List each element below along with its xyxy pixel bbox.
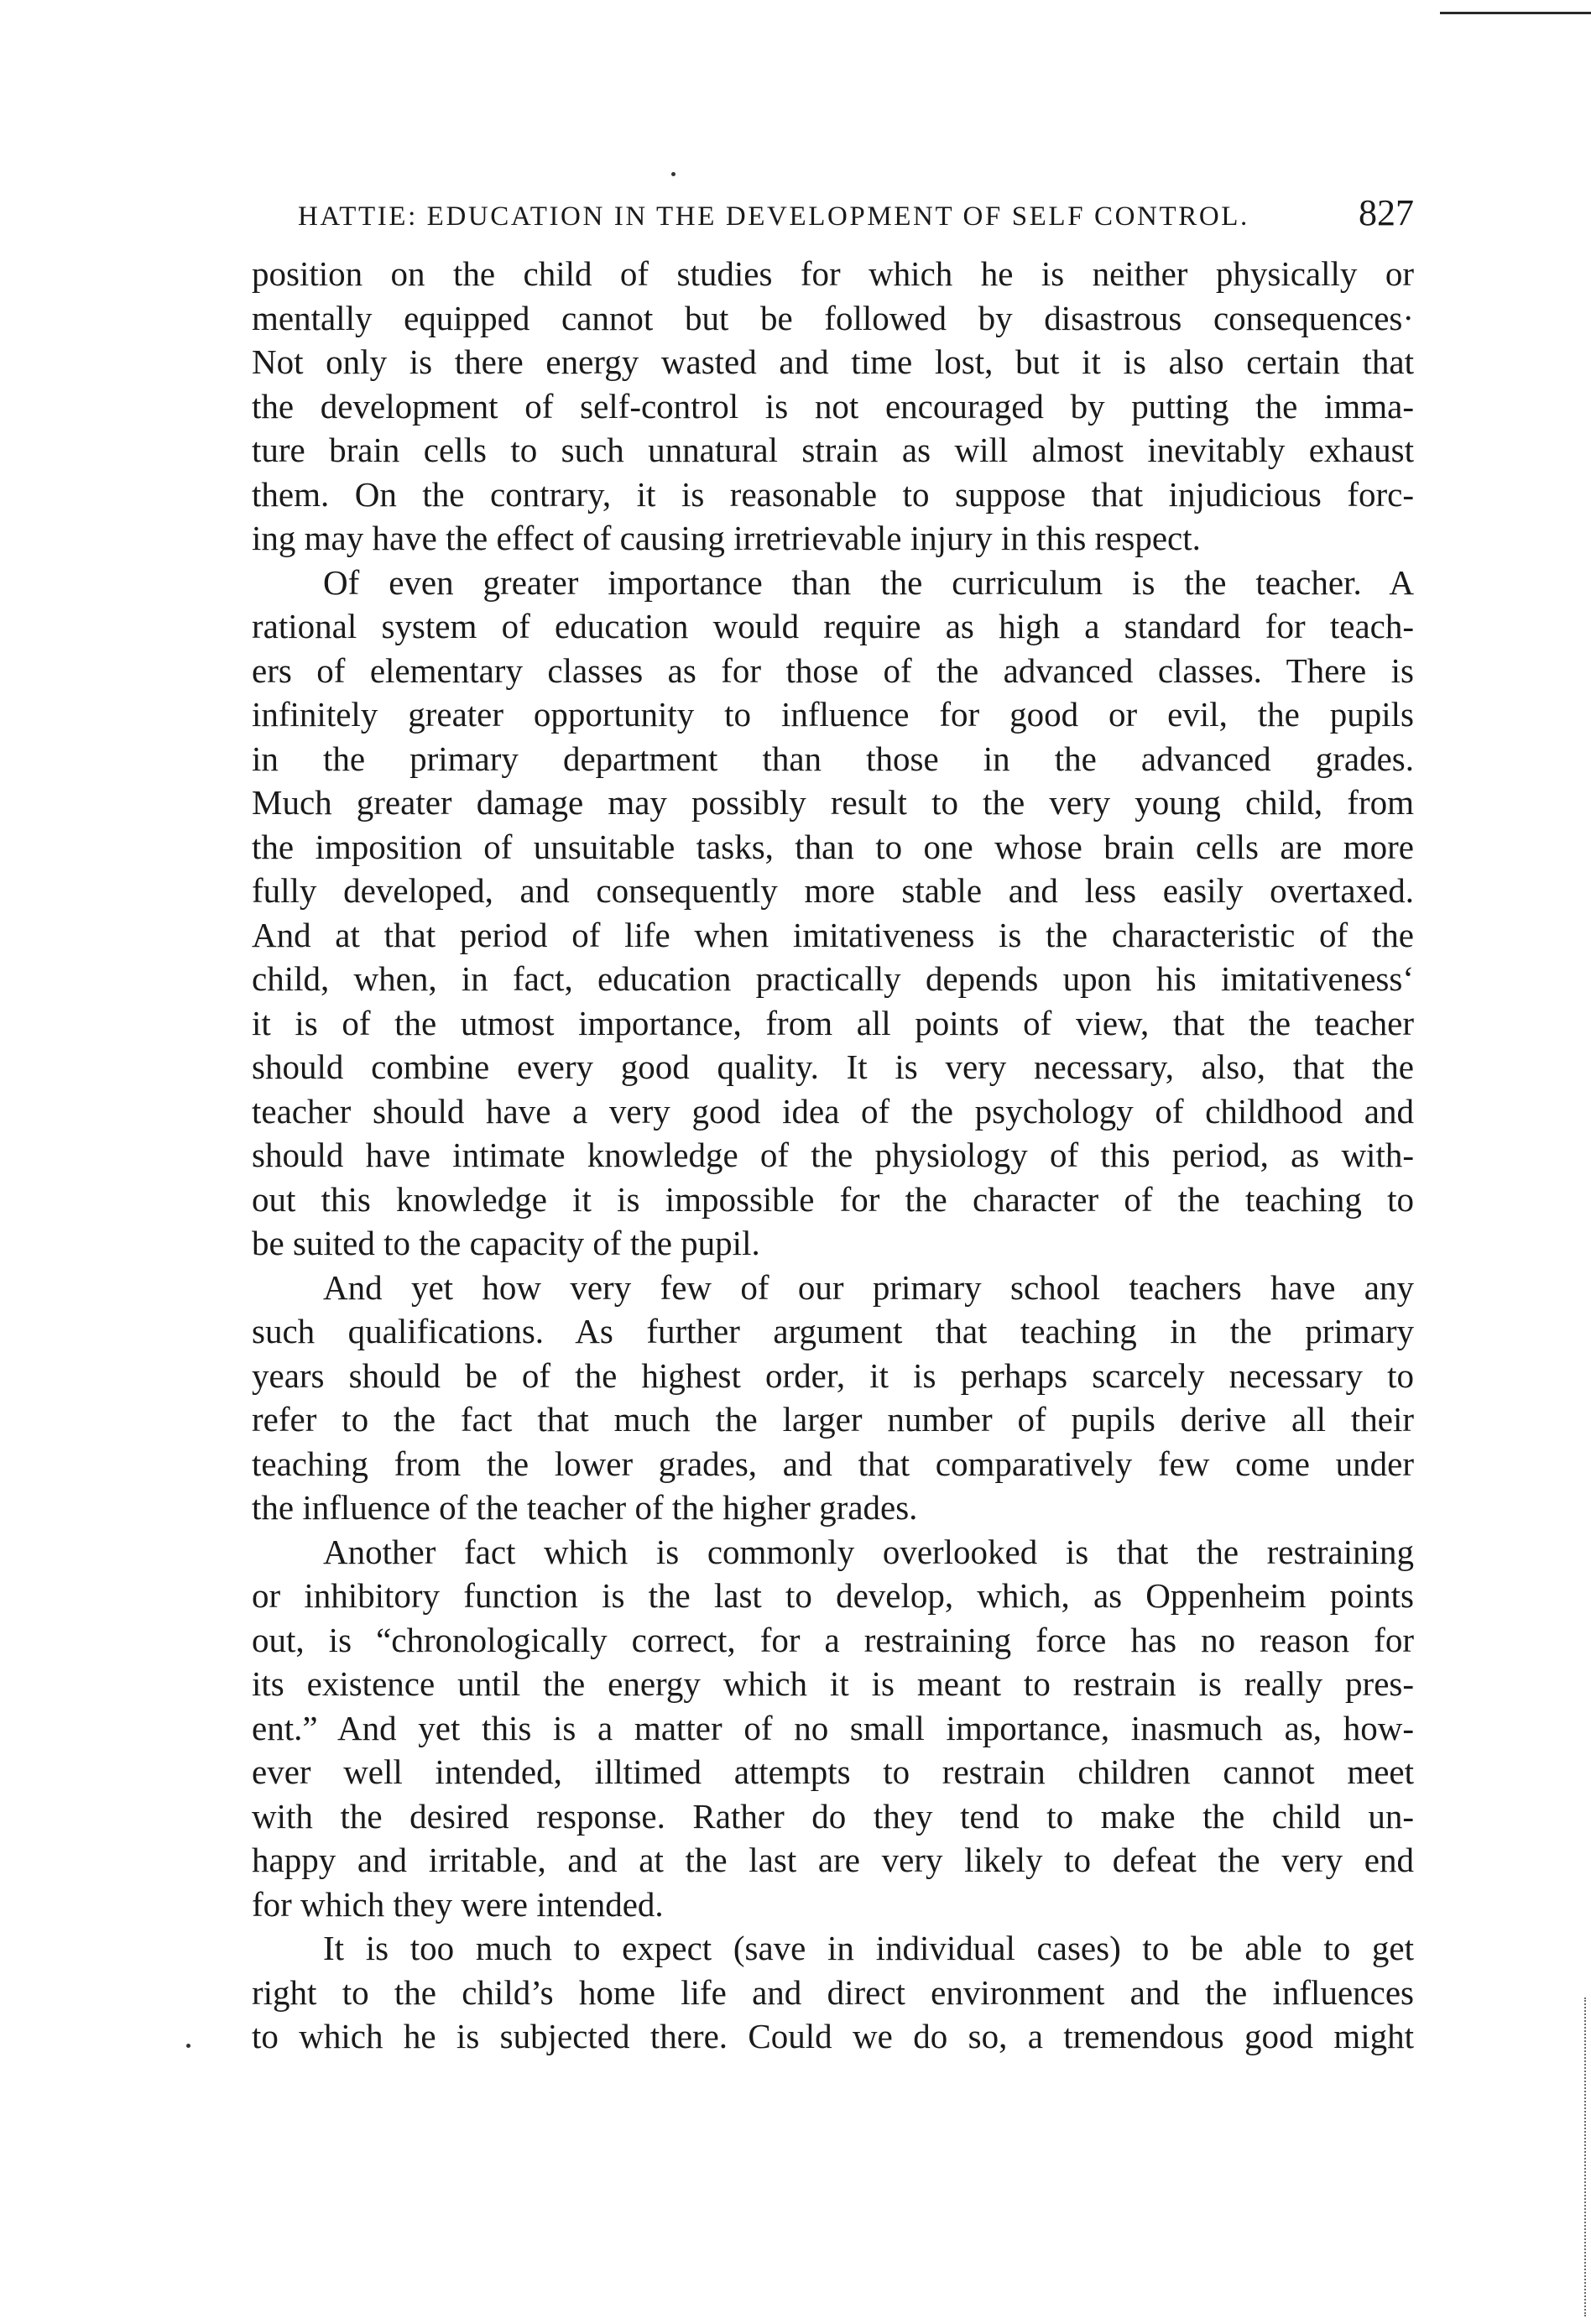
page-number: 827 <box>1359 192 1414 233</box>
text-line: its existence until the energy which it is meant to restrain is really pres- <box>252 1664 1414 1703</box>
text-line: to which he is subjected there. Could we do so, a tremendous good might <box>252 2017 1414 2055</box>
top-edge-rule <box>1440 12 1591 14</box>
text-line: in the primary department than those in the advanced grades. <box>252 739 1414 778</box>
running-head <box>298 191 1414 242</box>
text-line: such qualifications. As further argument that teaching in the primary <box>252 1312 1414 1350</box>
right-edge-mark <box>1583 1998 1586 2316</box>
text-line: with the desired response. Rather do they tend to make the child un- <box>252 1796 1414 1836</box>
text-line: infinitely greater opportunity to influence for good or evil, the pupils <box>252 695 1414 734</box>
text-line: And at that period of life when imitativeness is the characteristic of the <box>252 915 1414 954</box>
text-line: should have intimate knowledge of the physiology of this period, as with- <box>252 1136 1414 1174</box>
text-line: Another fact which is commonly overlooked is that the restraining <box>323 1532 1414 1571</box>
text-line: fully developed, and consequently more stable and less easily overtaxed. <box>252 871 1414 910</box>
text-line: Not only is there energy wasted and time lost, but it is also certain that <box>252 342 1414 381</box>
text-line: out this knowledge it is impossible for the character of the teaching to <box>252 1179 1414 1219</box>
text-line: ever well intended, illtimed attempts to restrain children cannot meet <box>252 1752 1414 1791</box>
text-line: ture brain cells to such unnatural strain as will almost inevitably exhaust <box>252 431 1414 469</box>
text-line: teaching from the lower grades, and that comparatively few come under <box>252 1444 1414 1483</box>
text-line: be suited to the capacity of the pupil. <box>252 1224 760 1262</box>
text-line: rational system of education would require as high a standard for teach- <box>252 607 1414 645</box>
body-text <box>252 252 1414 2059</box>
scan-speck <box>671 172 676 176</box>
text-line: right to the child’s home life and direct environment and the influences <box>252 1972 1414 2012</box>
text-line: ent.” And yet this is a matter of no small importance, inasmuch as, how- <box>252 1708 1414 1747</box>
text-line: for which they were intended. <box>252 1884 664 1924</box>
text-line: child, when, in fact, education practically depends upon his imitativeness‘ <box>252 959 1414 998</box>
text-line: ers of elementary classes as for those of the advanced classes. There is <box>252 650 1414 690</box>
text-line: years should be of the highest order, it is perhaps scarcely necessary to <box>252 1355 1414 1395</box>
text-line: ing may have the effect of causing irretrievable injury in this respect. <box>252 519 1201 557</box>
text-line: mentally equipped cannot but be followed by disastrous consequences· <box>252 298 1414 337</box>
text-line: position on the child of studies for which he is neither physically or <box>252 254 1414 293</box>
text-line: the influence of the teacher of the higher grades. <box>252 1488 918 1527</box>
text-line: or inhibitory function is the last to develop, which, as Oppenheim points <box>252 1576 1414 1615</box>
text-line: Of even greater importance than the curriculum is the teacher. A <box>323 562 1414 602</box>
text-line: should combine every good quality. It is very necessary, also, that the <box>252 1047 1414 1086</box>
text-line: And yet how very few of our primary school teachers have any <box>323 1267 1414 1307</box>
text-line: It is too much to expect (save in individual cases) to be able to get <box>323 1929 1414 1967</box>
running-title: HATTIE: EDUCATION IN THE DEVELOPMENT OF SELF CONTROL. <box>298 201 1249 232</box>
text-line: refer to the fact that much the larger number of pupils derive all their <box>252 1400 1414 1439</box>
text-line: it is of the utmost importance, from all points of view, that the teacher <box>252 1003 1414 1042</box>
text-line: out, is “chronologically correct, for a restraining force has no reason for <box>252 1620 1414 1659</box>
text-line: happy and irritable, and at the last are very likely to defeat the very end <box>252 1841 1414 1879</box>
text-line: the imposition of unsuitable tasks, than to one whose brain cells are more <box>252 827 1414 866</box>
scan-speck <box>186 2044 190 2048</box>
text-line: the development of self-control is not encouraged by putting the imma- <box>252 386 1414 426</box>
text-line: them. On the contrary, it is reasonable to suppose that injudicious forc- <box>252 474 1414 514</box>
text-line: teacher should have a very good idea of the psychology of childhood and <box>252 1091 1414 1131</box>
text-line: Much greater damage may possibly result to the very young child, from <box>252 783 1414 822</box>
